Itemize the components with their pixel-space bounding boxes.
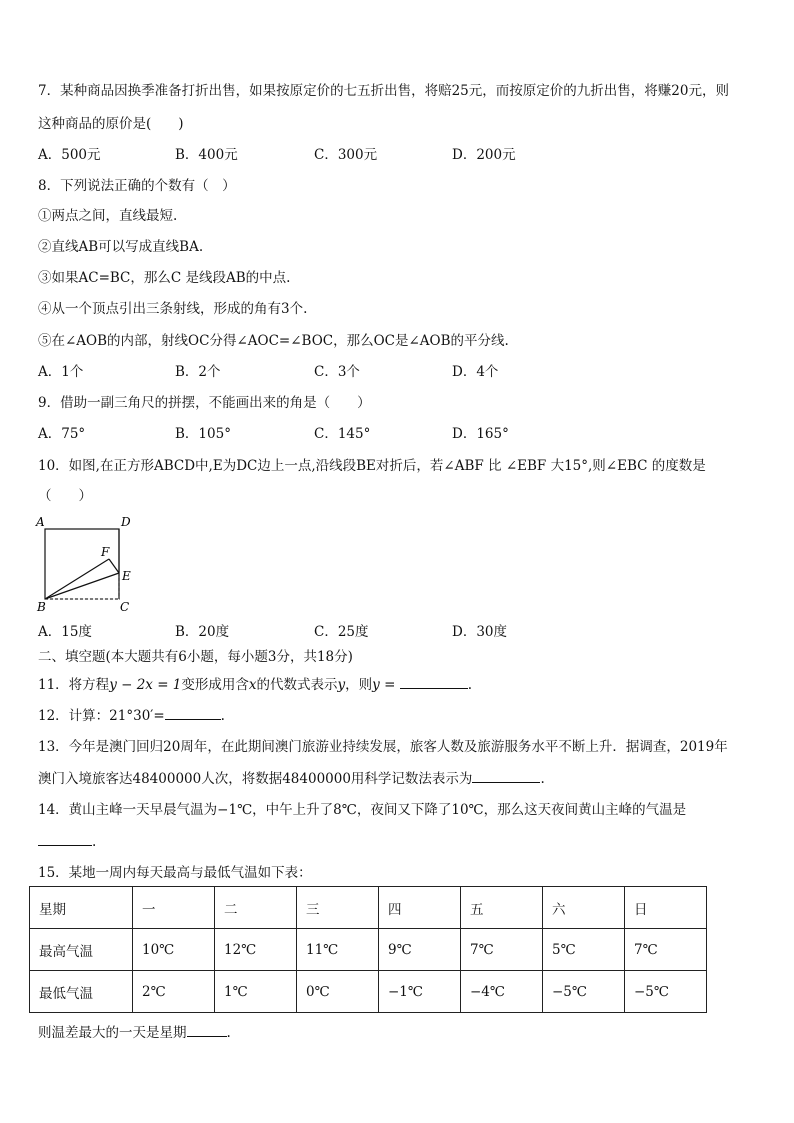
q11-answer-blank[interactable] xyxy=(400,676,468,689)
q14-answer-blank[interactable] xyxy=(38,833,92,846)
q8-item-4: ④从一个顶点引出三条射线，形成的角有3个. xyxy=(38,301,308,317)
q12-end: . xyxy=(220,708,225,724)
table-cell: 星期 xyxy=(30,887,133,929)
table-cell: 5℃ xyxy=(543,929,625,971)
segment-be xyxy=(45,573,119,599)
label-d: D xyxy=(121,515,131,529)
segment-fe xyxy=(109,559,119,573)
q10-option-d: D．30度 xyxy=(452,624,508,640)
q7-line1: 7．某种商品因换季准备打折出售，如果按原定价的七五折出售，将赔25元，而按原定价的九折出售，将赚20元，则 xyxy=(38,83,729,99)
q8-option-a: A．1个 xyxy=(38,364,84,380)
q7-option-b: B．400元 xyxy=(175,147,238,163)
q7-option-d: D．200元 xyxy=(452,147,516,163)
q7-line2: 这种商品的原价是( ) xyxy=(38,116,184,132)
table-cell: 12℃ xyxy=(215,929,297,971)
q10-line1: 10．如图,在正方形ABCD中,E为DC边上一点,沿线段BE对折后，若∠ABF 比 ∠EBF 大15°,则∠EBC 的度数是 xyxy=(38,458,706,474)
table-cell: 7℃ xyxy=(461,929,543,971)
q10-option-c: C．25度 xyxy=(314,624,369,640)
q10-line2: （ ） xyxy=(38,488,92,504)
table-cell: 三 xyxy=(297,887,379,929)
table-cell: 9℃ xyxy=(379,929,461,971)
q15-tail-line xyxy=(38,1024,231,1042)
q11-middle: 变形成用含 xyxy=(181,677,249,693)
q11-lhs: y = xyxy=(372,677,396,693)
q10-option-a: A．15度 xyxy=(38,624,92,640)
q11-var-y: y xyxy=(337,677,346,693)
table-cell: −5℃ xyxy=(625,971,707,1013)
q8-option-b: B．2个 xyxy=(175,364,221,380)
label-a: A xyxy=(36,515,45,529)
q13-line2 xyxy=(38,770,545,788)
table-cell: 一 xyxy=(133,887,215,929)
table-header-row xyxy=(30,887,707,929)
table-cell: 1℃ xyxy=(215,971,297,1013)
q7-option-c: C．300元 xyxy=(314,147,378,163)
table-cell: 最低气温 xyxy=(30,971,133,1013)
q8-option-d: D．4个 xyxy=(452,364,499,380)
table-cell: −5℃ xyxy=(543,971,625,1013)
q13-line2-text: 澳门入境旅客达48400000人次，将数据48400000用科学记数法表示为 xyxy=(38,771,473,787)
q12-answer-blank[interactable] xyxy=(165,707,221,720)
q12-line xyxy=(38,707,225,725)
q11-end: . xyxy=(467,677,472,693)
q11-middle2: 的代数式表示 xyxy=(256,677,338,693)
table-cell: −1℃ xyxy=(379,971,461,1013)
q13-answer-blank[interactable] xyxy=(472,770,540,783)
table-row-low xyxy=(30,971,707,1013)
q11-prefix: 11．将方程 xyxy=(38,677,110,693)
segment-bf xyxy=(45,559,109,599)
label-f: F xyxy=(101,545,110,559)
q14-line2 xyxy=(38,833,96,851)
square-folding-figure xyxy=(34,513,144,613)
table-cell: −4℃ xyxy=(461,971,543,1013)
q9-option-c: C．145° xyxy=(314,426,371,442)
table-row-high xyxy=(30,929,707,971)
q13-line1: 13．今年是澳门回归20周年，在此期间澳门旅游业持续发展，旅客人数及旅游服务水平不断上升．据调查，2019年 xyxy=(38,739,728,755)
label-b: B xyxy=(37,600,46,613)
q9-option-b: B．105° xyxy=(175,426,231,442)
table-cell: 最高气温 xyxy=(30,929,133,971)
table-cell: 10℃ xyxy=(133,929,215,971)
q15-answer-blank[interactable] xyxy=(187,1024,227,1037)
table-cell: 五 xyxy=(461,887,543,929)
q8-item-5: ⑤在∠AOB的内部，射线OC分得∠AOC=∠BOC，那么OC是∠AOB的平分线. xyxy=(38,333,509,349)
q15-end: . xyxy=(226,1025,231,1041)
q13-end: . xyxy=(540,771,545,787)
temperature-table xyxy=(29,886,707,1013)
table-cell: 日 xyxy=(625,887,707,929)
section-2-heading: 二、填空题(本大题共有6小题，每小题3分，共18分) xyxy=(38,649,353,665)
q8-item-1: ①两点之间，直线最短. xyxy=(38,208,178,224)
q11-var-x: x xyxy=(248,677,257,693)
q12-prefix: 12．计算：21°30′= xyxy=(38,708,165,724)
square-abcd-outline xyxy=(45,529,119,599)
q14-end: . xyxy=(92,834,97,850)
table-cell: 二 xyxy=(215,887,297,929)
q9-stem: 9．借助一副三角尺的拼摆，不能画出来的角是（ ） xyxy=(38,395,371,411)
q8-item-2: ②直线AB可以写成直线BA. xyxy=(38,239,204,255)
q8-option-c: C．3个 xyxy=(314,364,360,380)
table-cell: 六 xyxy=(543,887,625,929)
table-cell: 四 xyxy=(379,887,461,929)
q9-option-d: D．165° xyxy=(452,426,509,442)
label-c: C xyxy=(120,600,130,613)
label-e: E xyxy=(122,569,131,583)
table-cell: 2℃ xyxy=(133,971,215,1013)
q11-line xyxy=(38,676,472,694)
q11-tail: ，则 xyxy=(345,677,373,693)
q15-tail: 则温差最大的一天是星期 xyxy=(38,1025,187,1041)
q7-option-a: A．500元 xyxy=(38,147,101,163)
q8-item-3: ③如果AC=BC，那么C 是线段AB的中点. xyxy=(38,270,291,286)
q9-option-a: A．75° xyxy=(38,426,86,442)
q8-stem: 8．下列说法正确的个数有（ ） xyxy=(38,178,236,194)
table-cell: 7℃ xyxy=(625,929,707,971)
table-cell: 11℃ xyxy=(297,929,379,971)
q14-line1: 14．黄山主峰一天早晨气温为−1℃，中午上升了8℃，夜间又下降了10℃，那么这天夜间黄山主峰的气温是 xyxy=(38,802,687,818)
q10-option-b: B．20度 xyxy=(175,624,230,640)
table-cell: 0℃ xyxy=(297,971,379,1013)
q11-equation: y − 2x = 1 xyxy=(109,677,182,693)
q15-stem: 15．某地一周内每天最高与最低气温如下表： xyxy=(38,865,312,881)
